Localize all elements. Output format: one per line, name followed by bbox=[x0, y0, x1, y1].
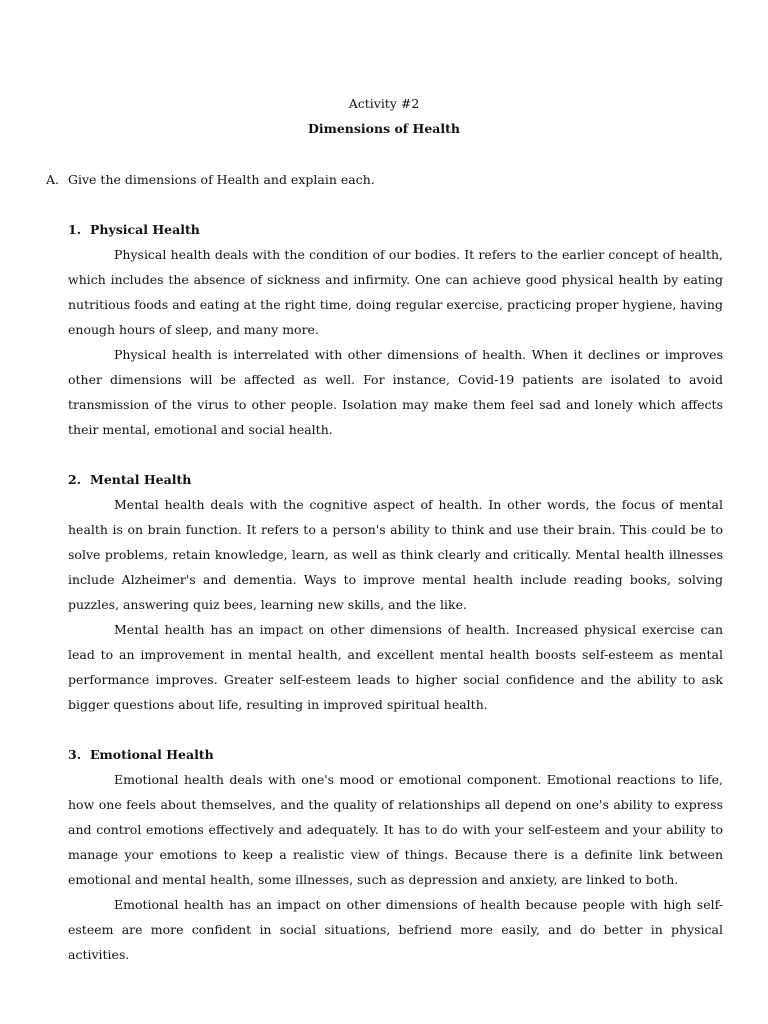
paragraph: Emotional health has an impact on other dimensions of health because people with high self-esteem are more confident in social situations, befriend more easily, and do better in physical activities. bbox=[68, 897, 723, 962]
section-title: Emotional Health bbox=[90, 747, 214, 762]
section-number: 1. bbox=[68, 222, 82, 237]
section-number: 2. bbox=[68, 472, 82, 487]
section-heading bbox=[68, 467, 723, 492]
section-physical-health bbox=[68, 217, 723, 442]
instruction bbox=[46, 172, 375, 188]
section-emotional-health bbox=[68, 742, 723, 967]
section-number: 3. bbox=[68, 747, 82, 762]
instruction-text: Give the dimensions of Health and explain each. bbox=[68, 172, 375, 187]
paragraph: Mental health has an impact on other dimensions of health. Increased physical exercise can lead to an improvement in mental health, and excellent mental health boosts self-esteem as mental performance improves. Greater self-esteem leads to higher social confidence and the ability to ask bigger questions about life, resulting in improved spiritual health. bbox=[68, 622, 723, 712]
paragraph: Physical health deals with the condition of our bodies. It refers to the earlier concept of health, which includes the absence of sickness and infirmity. One can achieve good physical health by eating nutritious foods and eating at the right time, doing regular exercise, practicing proper hygiene, having enough hours of sleep, and many more. bbox=[68, 247, 723, 337]
section-heading bbox=[68, 742, 723, 767]
section-title: Physical Health bbox=[90, 222, 200, 237]
section-mental-health bbox=[68, 467, 723, 717]
paragraph: Physical health is interrelated with other dimensions of health. When it declines or improves other dimensions will be affected as well. For instance, Covid-19 patients are isolated to avoid transmission of the virus to other people. Isolation may make them feel sad and lonely which affects their mental, emotional and social health. bbox=[68, 347, 723, 437]
section-heading bbox=[68, 217, 723, 242]
instruction-letter: A. bbox=[46, 172, 60, 187]
paragraph: Emotional health deals with one's mood or emotional component. Emotional reactions to life, how one feels about themselves, and the quality of relationships all depend on one's ability to express and control emotions effectively and adequately. It has to do with your self-esteem and your ability to manage your emotions to keep a realistic view of things. Because there is a definite link between emotional and mental health, some illnesses, such as depression and anxiety, are linked to both. bbox=[68, 772, 723, 887]
section-title: Mental Health bbox=[90, 472, 192, 487]
document-subtitle: Dimensions of Health bbox=[308, 121, 460, 136]
document-title: Activity #2 bbox=[348, 96, 420, 111]
paragraph: Mental health deals with the cognitive aspect of health. In other words, the focus of mental health is on brain function. It refers to a person's ability to think and use their brain. This could be to solve problems, retain knowledge, learn, as well as think clearly and critically. Mental health illnesses include Alzheimer's and dementia. Ways to improve mental health include reading books, solving puzzles, answering quiz bees, learning new skills, and the like. bbox=[68, 497, 723, 612]
